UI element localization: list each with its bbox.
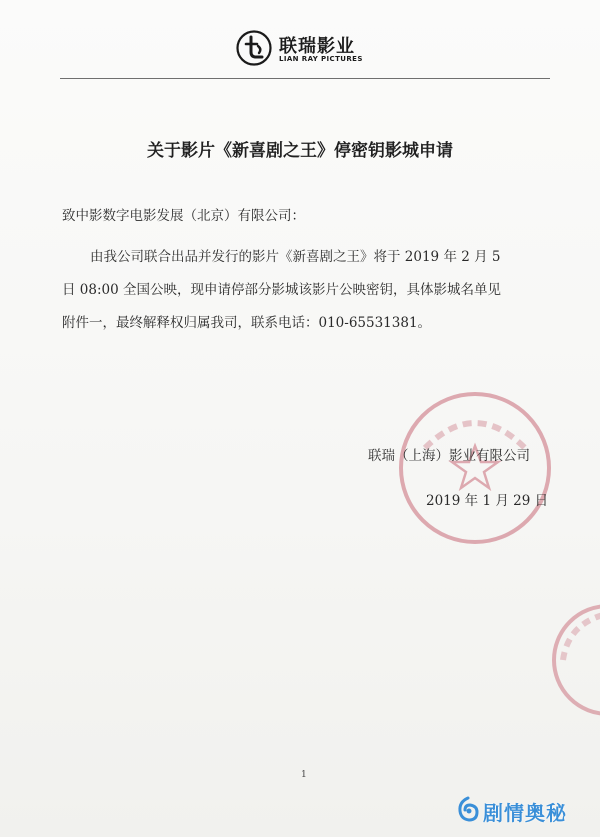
company-name-en: LIAN RAY PICTURES: [279, 55, 363, 63]
company-seal: [395, 388, 555, 548]
page-number: 1: [301, 770, 307, 780]
partial-seal: [548, 600, 600, 720]
body-line-2: 日 08:00 全国公映，现申请停部分影城该影片公映密钥，具体影城名单见: [62, 282, 501, 298]
body-line-3: 附件一，最终解释权归属我司，联系电话：010-65531381。: [62, 315, 432, 331]
addressee-line: 致中影数字电影发展（北京）有限公司：: [62, 208, 305, 224]
document-title: 关于影片《新喜剧之王》停密钥影城申请: [147, 141, 453, 161]
company-logo-icon: [236, 30, 272, 66]
watermark-text: 剧情奥秘: [483, 801, 567, 825]
watermark-logo-icon: [455, 796, 481, 822]
signer-company: 联瑞（上海）影业有限公司: [368, 448, 530, 464]
company-logo: [236, 30, 366, 70]
body-line-1: 由我公司联合出品并发行的影片《新喜剧之王》将于 2019 年 2 月 5: [90, 249, 501, 265]
company-name-cn: 联瑞影业: [279, 36, 355, 57]
sign-date: 2019 年 1 月 29 日: [426, 493, 549, 509]
watermark: [455, 794, 595, 824]
letterhead-divider: [60, 78, 550, 79]
